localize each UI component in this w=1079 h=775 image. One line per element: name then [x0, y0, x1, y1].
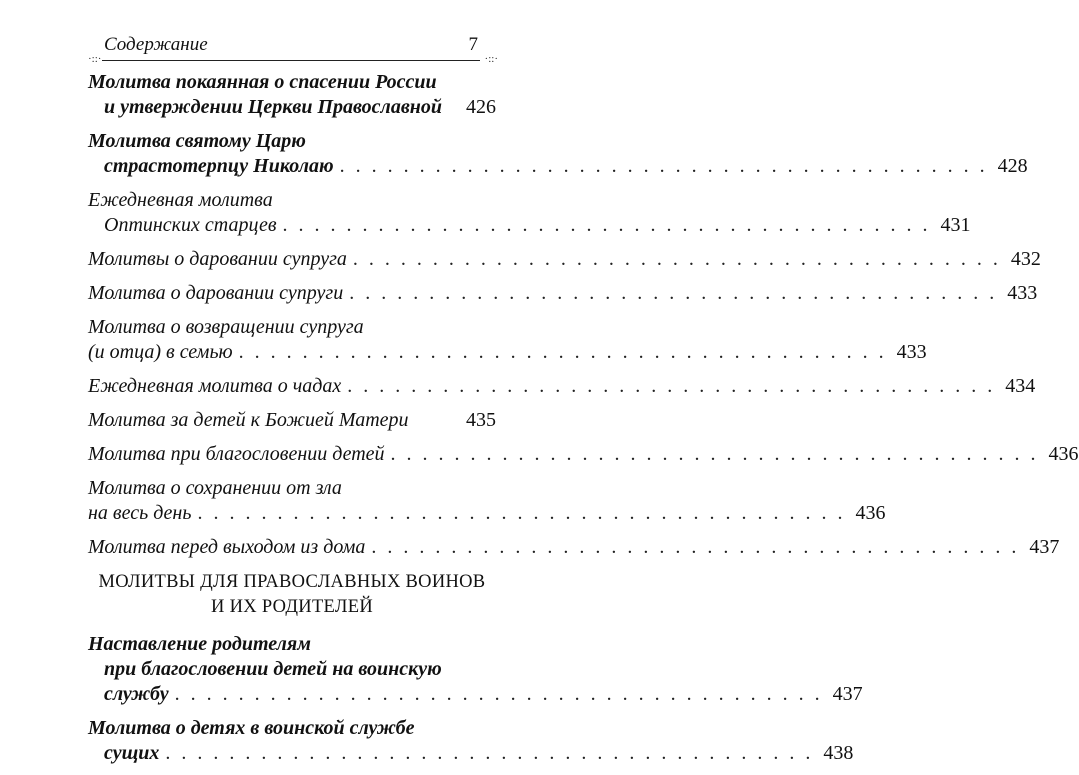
toc-entry[interactable]: [88, 281, 1038, 306]
toc-entry-line: Оптинских старцев: [104, 214, 277, 236]
toc-entry-line: сущих: [104, 742, 160, 764]
dot-leader: . . . . . . . . . . . . . . . . . . . . . . . . . . . . . . . . . . . . . . . . .: [352, 248, 1001, 270]
running-title: Содержание: [104, 34, 208, 55]
section-heading: [88, 570, 496, 620]
dot-leader: . . . . . . . . . . . . . . . . . . . . . . . . . . . . . . . . . . . . . . . . .: [197, 502, 846, 524]
toc-entry[interactable]: [88, 315, 927, 365]
toc-entry-line: на весь день: [88, 502, 192, 524]
toc-entry[interactable]: [88, 535, 1060, 560]
table-of-contents: [88, 70, 1079, 775]
toc-entry-line: при благословении детей на воинскую: [104, 658, 442, 680]
toc-entry-line: Молитва святому Царю: [88, 130, 306, 152]
toc-entry[interactable]: [88, 442, 1079, 467]
toc-entry[interactable]: [88, 188, 971, 238]
toc-entry[interactable]: [88, 408, 496, 433]
toc-entry-line: Молитва перед выходом из дома: [88, 536, 366, 558]
toc-page-number: 433: [1007, 282, 1038, 304]
toc-entry-line: Ежедневная молитва о чадах: [88, 375, 342, 397]
toc-entry-line: Молитва о даровании супруги: [88, 282, 344, 304]
ornament-right: ·::·: [484, 53, 498, 65]
dot-leader: . . . . . . . . . . . . . . . . . . . . . . . . . . . . . . . . . . . . . . . . .: [165, 742, 814, 764]
toc-entry-line: Молитва о детях в воинской службе: [88, 717, 415, 739]
toc-entry-line: Молитвы о даровании супруга: [88, 248, 347, 270]
toc-entry[interactable]: [88, 716, 854, 766]
toc-page-number: 438: [823, 742, 854, 764]
toc-entry-line: Молитва за детей к Божией Матери: [88, 409, 409, 431]
dot-leader: . . . . . . . . . . . . . . . . . . . . . . . . . . . . . . . . . . . . . . . . .: [390, 443, 1039, 465]
toc-entry-line: Молитва покаянная о спасении России: [88, 71, 437, 93]
dot-leader: . . . . . . . . . . . . . . . . . . . . . . . . . . . . . . . . . . . . . . . . .: [347, 375, 996, 397]
ornament-left: ·::·: [88, 53, 102, 65]
toc-entry-line: Наставление родителям: [88, 633, 311, 655]
toc-entry-line: Молитва о возвращении супруга: [88, 316, 364, 338]
toc-entry[interactable]: [88, 374, 1036, 399]
dot-leader: . . . . . . . . . . . . . . . . . . . . . . . . . . . . . . . . . . . . . . . . .: [238, 341, 887, 363]
toc-page-number: 436: [855, 502, 886, 524]
running-header: [88, 34, 498, 64]
toc-page-number: 436: [1048, 443, 1079, 465]
toc-page-number: 431: [940, 214, 971, 236]
toc-page-number: 426: [466, 96, 496, 118]
toc-page-number: 428: [997, 155, 1028, 177]
toc-entry[interactable]: [88, 70, 496, 120]
dot-leader: . . . . . . . . . . . . . . . . . . . . . . . . . . . . . . . . . . . . . . . . .: [371, 536, 1020, 558]
toc-entry-line: (и отца) в семью: [88, 341, 233, 363]
dot-leader: . . . . . . . . . . . . . . . . . . . . . . . . . . . . . . . . . . . . . . . . .: [282, 214, 931, 236]
section-heading-line: И ИХ РОДИТЕЛЕЙ: [210, 597, 374, 617]
toc-entry[interactable]: [88, 476, 886, 526]
toc-page-number: 432: [1010, 248, 1041, 270]
page-number: 7: [468, 34, 478, 55]
toc-entry-line: Молитва о сохранении от зла: [88, 477, 342, 499]
toc-entry-line: Молитва при благословении детей: [88, 443, 385, 465]
dot-leader: . . . . . . . . . . . . . . . . . . . . . . . . . . . . . . . . . . . . . . . . .: [349, 282, 998, 304]
toc-page-number: 437: [1029, 536, 1060, 558]
toc-entry-line: службу: [104, 683, 169, 705]
toc-entry[interactable]: [88, 129, 1028, 179]
dot-leader: . . . . . . . . . . . . . . . . . . . . . . . . . . . . . . . . . . . . . . . . .: [174, 683, 823, 705]
section-heading-line: МОЛИТВЫ ДЛЯ ПРАВОСЛАВНЫХ ВОИНОВ: [98, 572, 486, 592]
header-rule: [102, 60, 480, 61]
toc-entry[interactable]: [88, 247, 1041, 272]
toc-page-number: 437: [832, 683, 863, 705]
toc-entry-line: и утверждении Церкви Православной: [104, 96, 442, 118]
toc-entry-line: страстотерпцу Николаю: [104, 155, 334, 177]
toc-page-number: 433: [896, 341, 927, 363]
dot-leader: . . . . . . . . . . . . . . . . . . . . . . . . . . . . . . . . . . . . . . . . .: [339, 155, 988, 177]
toc-page-number: 435: [466, 409, 496, 431]
toc-page-number: 434: [1005, 375, 1036, 397]
toc-entry-line: Ежедневная молитва: [88, 189, 273, 211]
toc-entry[interactable]: [88, 632, 863, 707]
